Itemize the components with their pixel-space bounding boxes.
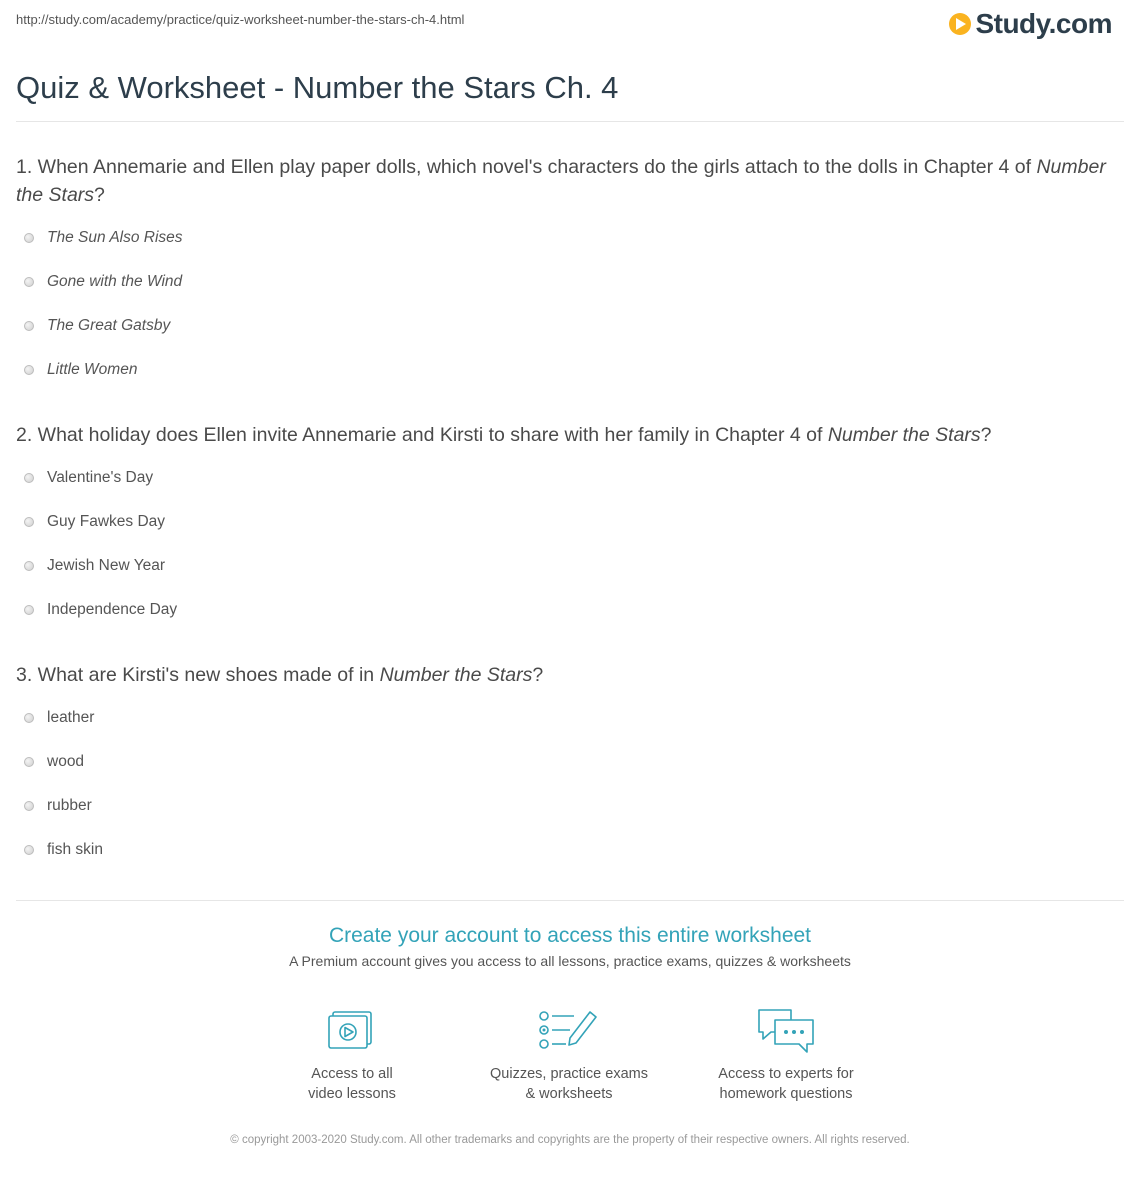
- q3-option-1[interactable]: [24, 706, 94, 730]
- question-text: 1. When Annemarie and Ellen play paper dolls, which novel's characters do the girls attach to the dolls in Chapter 4 of: [16, 156, 1037, 178]
- feature-label-line: Access to experts for: [718, 1066, 854, 1082]
- radio-button[interactable]: [24, 801, 34, 811]
- q2-option-3[interactable]: [24, 554, 165, 578]
- question-3: [16, 661, 1124, 689]
- radio-button[interactable]: [24, 757, 34, 767]
- option-label: Independence Day: [47, 601, 178, 618]
- q2-option-1[interactable]: [24, 466, 153, 490]
- radio-button[interactable]: [24, 365, 34, 375]
- feature-video-lessons: [262, 1004, 442, 1104]
- q1-option-2[interactable]: [24, 270, 182, 294]
- radio-button[interactable]: [24, 277, 34, 287]
- option-label: The Great Gatsby: [47, 317, 171, 334]
- q2-option-4[interactable]: [24, 598, 177, 622]
- cta-subtitle: A Premium account gives you access to all lessons, practice exams, quizzes & worksheets: [289, 953, 851, 969]
- feature-experts: [696, 1004, 876, 1104]
- radio-button[interactable]: [24, 561, 34, 571]
- radio-button[interactable]: [24, 605, 34, 615]
- radio-button[interactable]: [24, 845, 34, 855]
- divider: [16, 900, 1124, 901]
- option-label: The Sun Also Rises: [47, 229, 183, 246]
- option-label: wood: [47, 753, 85, 770]
- logo-text: Study: [975, 8, 1049, 39]
- q1-option-1[interactable]: [24, 226, 183, 250]
- question-suffix: ?: [94, 184, 105, 206]
- radio-button[interactable]: [24, 233, 34, 243]
- study-logo[interactable]: [949, 8, 1112, 40]
- q1-option-4[interactable]: [24, 358, 137, 382]
- question-suffix: ?: [532, 664, 544, 686]
- option-label: leather: [47, 709, 95, 726]
- q1-option-3[interactable]: [24, 314, 170, 338]
- option-label: rubber: [47, 797, 92, 814]
- feature-label-line: Quizzes, practice exams: [490, 1066, 648, 1082]
- option-label: fish skin: [47, 841, 103, 858]
- radio-button[interactable]: [24, 473, 34, 483]
- book-title: Number the Stars: [827, 424, 981, 446]
- page-url[interactable]: http://study.com/academy/practice/quiz-worksheet-number-the-stars-ch-4.html: [16, 12, 465, 27]
- create-account-link[interactable]: Create your account to access this entire worksheet: [328, 924, 812, 947]
- feature-label-line: video lessons: [308, 1086, 396, 1102]
- radio-button[interactable]: [24, 713, 34, 723]
- feature-label-line: Access to all: [311, 1066, 393, 1082]
- q2-option-2[interactable]: [24, 510, 165, 534]
- option-label: Gone with the Wind: [47, 273, 183, 290]
- question-2: [16, 421, 1124, 449]
- page-title: Quiz & Worksheet - Number the Stars Ch. 4: [16, 70, 619, 105]
- q3-option-2[interactable]: [24, 750, 84, 774]
- feature-label: [262, 1064, 442, 1104]
- question-suffix: ?: [980, 424, 992, 446]
- video-lessons-icon: [317, 1004, 387, 1058]
- top-bar: [16, 8, 1124, 42]
- question-text: 3. What are Kirsti's new shoes made of in: [16, 664, 380, 686]
- book-title: Number the Stars: [379, 664, 533, 686]
- play-icon: [949, 13, 971, 35]
- feature-quizzes: [479, 1004, 659, 1104]
- divider: [16, 121, 1124, 122]
- q3-option-4[interactable]: [24, 838, 103, 862]
- logo-suffix: .com: [1048, 8, 1112, 39]
- quiz-checklist-icon: [534, 1004, 604, 1058]
- q3-option-3[interactable]: [24, 794, 92, 818]
- option-label: Little Women: [47, 361, 138, 378]
- feature-label-line: homework questions: [719, 1086, 853, 1102]
- radio-button[interactable]: [24, 321, 34, 331]
- option-label: Guy Fawkes Day: [47, 513, 166, 530]
- book-title: Number the Stars: [16, 156, 1106, 206]
- chat-bubbles-icon: [751, 1004, 821, 1058]
- copyright-footer: © copyright 2003-2020 Study.com. All other trademarks and copyrights are the property of their respective owners. All rights reserved.: [230, 1134, 910, 1146]
- option-label: Valentine's Day: [47, 469, 154, 486]
- feature-label-line: & worksheets: [525, 1086, 613, 1102]
- feature-label: [696, 1064, 876, 1104]
- option-label: Jewish New Year: [47, 557, 166, 574]
- question-1: [16, 153, 1124, 209]
- question-text: 2. What holiday does Ellen invite Annemarie and Kirsti to share with her family in Chapter 4 of: [16, 424, 828, 446]
- feature-label: [479, 1064, 659, 1104]
- radio-button[interactable]: [24, 517, 34, 527]
